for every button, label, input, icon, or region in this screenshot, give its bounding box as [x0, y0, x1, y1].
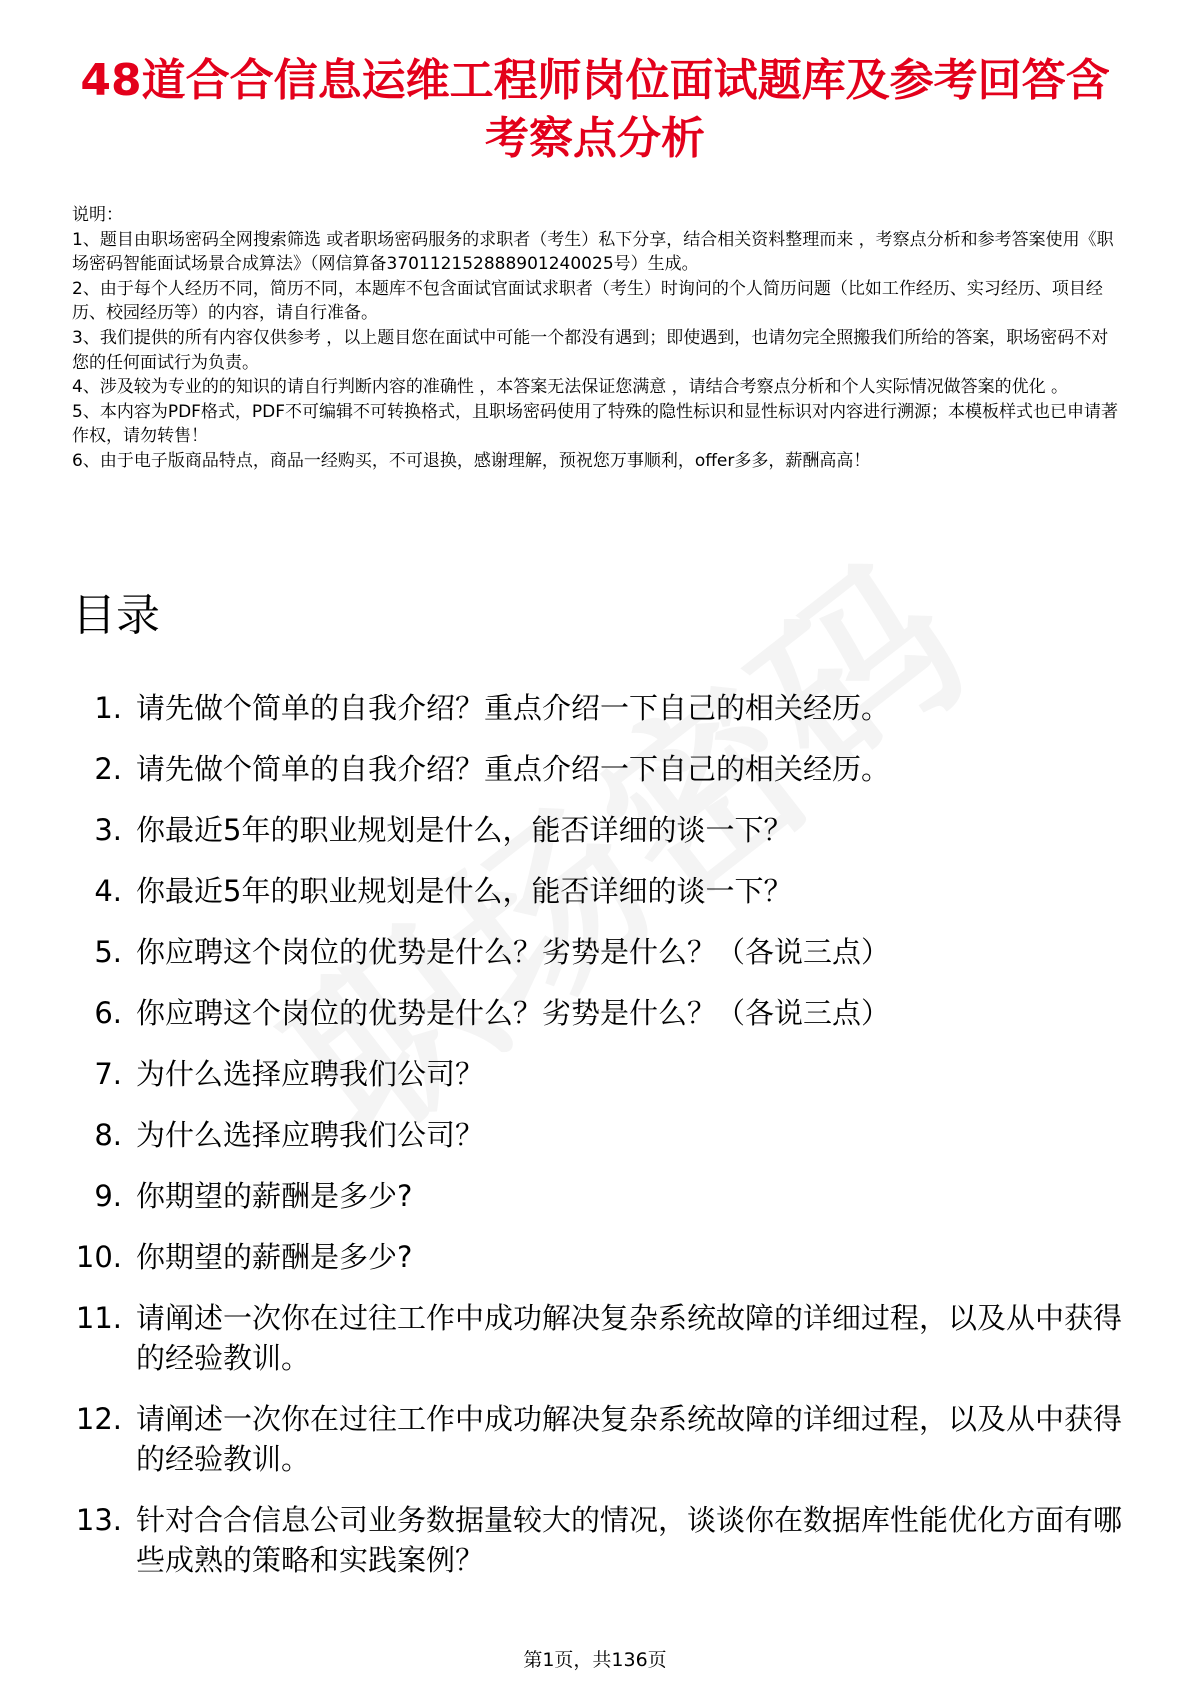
toc-item-number: 1. [94, 691, 122, 725]
toc-item-number: 12. [75, 1402, 122, 1436]
notes-item: 3、我们提供的所有内容仅供参考 ，以上题目您在面试中可能一个都没有遇到；即使遇到，也请勿完全照搬我们所给的答案，职场密码不对您的任何面试行为负责。 [72, 327, 1109, 373]
notes-item: 6、由于电子版商品特点，商品一经购买，不可退换，感谢理解，预祝您万事顺利，offer多多，薪酬高高！ [72, 450, 871, 471]
toc-item-number: 6. [94, 996, 122, 1030]
toc-item[interactable] [60, 1399, 1130, 1479]
toc-item[interactable] [60, 1176, 1130, 1216]
toc-list [60, 688, 1130, 1601]
notes-heading: 说明： [72, 205, 123, 225]
notes-item: 4、涉及较为专业的的知识的请自行判断内容的准确性 ，本答案无法保证您满意 ，请结合考察点分析和个人实际情况做答案的优化 。 [72, 377, 1069, 398]
toc-item-text: 针对合合信息公司业务数据量较大的情况，谈谈你在数据库性能优化方面有哪些成熟的策略和实践案例？ [136, 1503, 1123, 1577]
toc-item[interactable] [60, 993, 1130, 1033]
toc-item[interactable] [60, 1054, 1130, 1094]
toc-item[interactable] [60, 871, 1130, 911]
toc-item[interactable] [60, 1500, 1130, 1580]
toc-item-text: 你最近5年的职业规划是什么，能否详细的谈一下？ [136, 874, 793, 908]
toc-item-text: 请阐述一次你在过往工作中成功解决复杂系统故障的详细过程，以及从中获得的经验教训。 [136, 1301, 1123, 1375]
toc-item-number: 7. [94, 1057, 122, 1091]
toc-item-number: 8. [94, 1118, 122, 1152]
toc-item[interactable] [60, 1298, 1130, 1378]
page-footer: 第1页，共136页 [523, 1649, 667, 1671]
toc-item-text: 你最近5年的职业规划是什么，能否详细的谈一下？ [136, 813, 793, 847]
toc-item-text: 为什么选择应聘我们公司？ [136, 1057, 485, 1091]
notes-item: 1、题目由职场密码全网搜索筛选 或者职场密码服务的求职者（考生）私下分享，结合相关资料整理而来 ，考察点分析和参考答案使用《职场密码智能面试场景合成算法》（网信算备370112152888901240025号）生成。 [72, 229, 1114, 275]
toc-item-number: 11. [75, 1301, 122, 1335]
toc-heading: 目录 [72, 590, 160, 641]
toc-item[interactable] [60, 810, 1130, 850]
toc-item-number: 13. [75, 1503, 122, 1537]
toc-item-number: 9. [94, 1179, 122, 1213]
notes-item: 5、本内容为PDF格式，PDF不可编辑不可转换格式，且职场密码使用了特殊的隐性标识和显性标识对内容进行溯源；本模板样式也已申请著作权，请勿转售！ [72, 401, 1119, 447]
document-title: 48道合合信息运维工程师岗位面试题库及参考回答含考察点分析 [80, 55, 1110, 164]
toc-item-text: 你期望的薪酬是多少? [136, 1179, 413, 1213]
toc-item-number: 3. [94, 813, 122, 847]
notes-item: 2、由于每个人经历不同，简历不同，本题库不包含面试官面试求职者（考生）时询问的个人简历问题（比如工作经历、实习经历、项目经历、校园经历等）的内容，请自行准备。 [72, 278, 1103, 324]
notes-section [72, 203, 1122, 474]
toc-item[interactable] [60, 932, 1130, 972]
toc-item-number: 2. [94, 752, 122, 786]
toc-item-text: 你应聘这个岗位的优势是什么？劣势是什么？（各说三点） [136, 935, 891, 969]
toc-item-text: 你应聘这个岗位的优势是什么？劣势是什么？（各说三点） [136, 996, 891, 1030]
toc-item-text: 为什么选择应聘我们公司？ [136, 1118, 485, 1152]
toc-item-number: 5. [94, 935, 122, 969]
toc-item-text: 请阐述一次你在过往工作中成功解决复杂系统故障的详细过程，以及从中获得的经验教训。 [136, 1402, 1123, 1476]
toc-item-number: 4. [94, 874, 122, 908]
toc-item-text: 请先做个简单的自我介绍？重点介绍一下自己的相关经历。 [136, 691, 891, 725]
toc-item-text: 请先做个简单的自我介绍？重点介绍一下自己的相关经历。 [136, 752, 891, 786]
toc-item-number: 10. [75, 1240, 122, 1274]
toc-item[interactable] [60, 749, 1130, 789]
toc-item[interactable] [60, 1237, 1130, 1277]
toc-item[interactable] [60, 688, 1130, 728]
toc-item-text: 你期望的薪酬是多少? [136, 1240, 413, 1274]
toc-item[interactable] [60, 1115, 1130, 1155]
